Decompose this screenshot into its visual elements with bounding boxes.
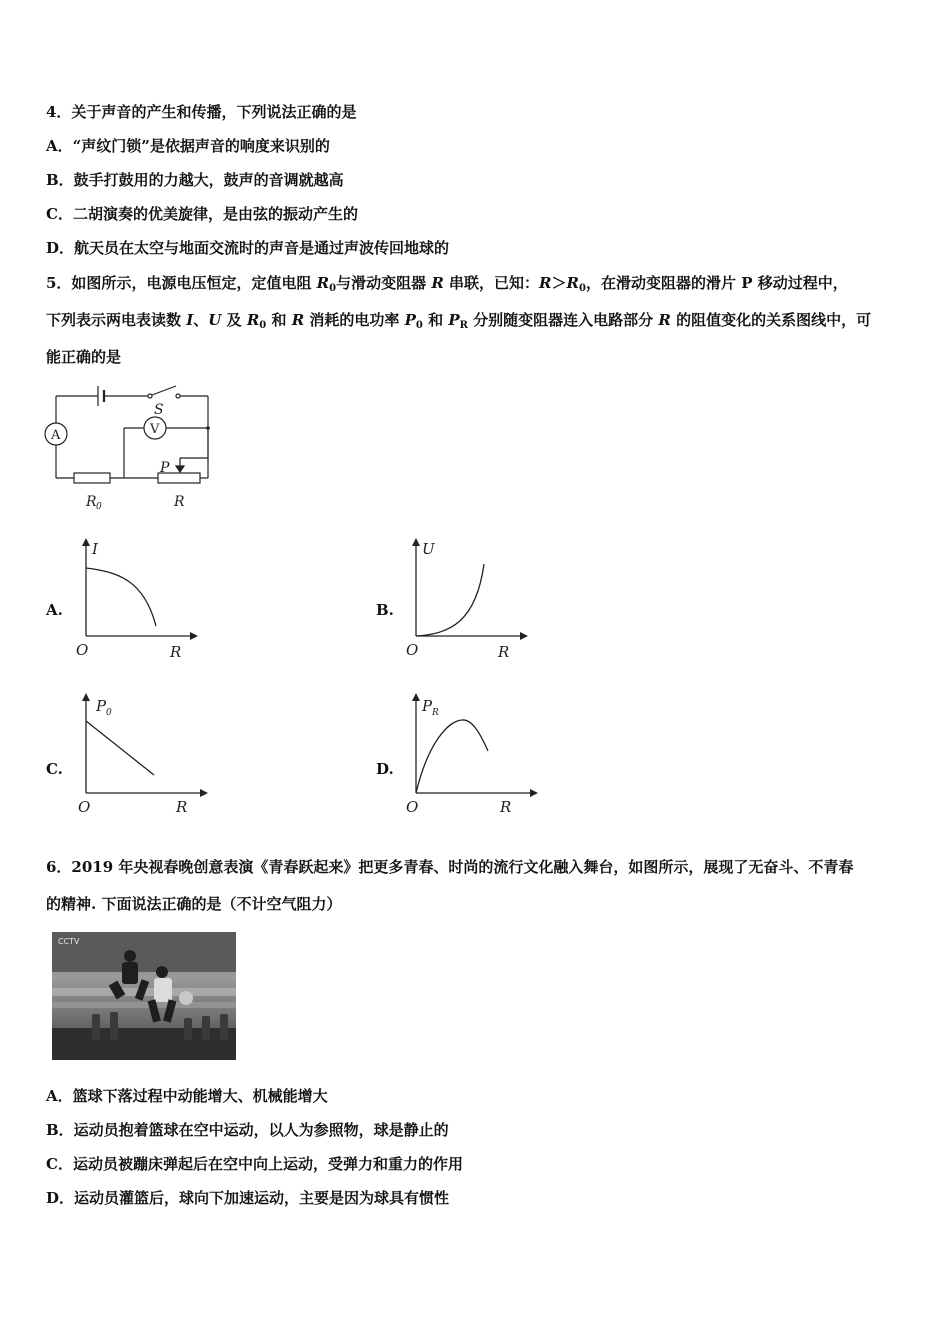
r-label: R	[174, 494, 185, 510]
circuit-diagram	[40, 378, 230, 518]
graph-c-origin: O	[78, 798, 91, 816]
q4-option-c: C．二胡演奏的优美旋律，是由弦的振动产生的	[46, 205, 358, 223]
graph-b-origin: O	[406, 641, 419, 659]
q5-option-a-label: A.	[46, 601, 63, 619]
q6-stem-line1: 6．2019 年央视春晚创意表演《青春跃起来》把更多青春、时尚的流行文化融入舞台，如图所示，展现了无奋斗、不青春	[46, 858, 854, 876]
slider-arrow	[176, 466, 184, 472]
slider-label: P	[160, 460, 170, 476]
switch-label: S	[154, 402, 164, 418]
graph-d-origin: O	[406, 798, 419, 816]
graph-c-y-label: P	[96, 697, 107, 715]
voltmeter-label: V	[150, 422, 160, 437]
q4-option-a: A．“声纹门锁”是依据声音的响度来识别的	[46, 137, 330, 155]
graph-a-origin: O	[76, 641, 89, 659]
graph-b-x-label: R	[498, 643, 510, 661]
q5-stem-line3: 能正确的是	[46, 348, 122, 366]
graph-d-y-sub: R	[432, 708, 439, 718]
q4-option-b: B．鼓手打鼓用的力越大，鼓声的音调就越高	[46, 171, 344, 189]
graph-c	[70, 693, 210, 818]
switch-blade	[152, 386, 176, 395]
graph-b	[400, 538, 530, 663]
q5-option-c-label: C.	[46, 760, 63, 778]
graph-c-y-sub: 0	[106, 708, 112, 718]
graph-c-x-label: R	[176, 798, 188, 816]
q5-option-b-label: B.	[376, 601, 394, 619]
graph-d-curve	[416, 720, 488, 793]
q5-stem-line2: 下列表示两电表读数 I、U 及 $R_0$ 和 R 消耗的电功率 $P_0$ 和 $P_R$ 分别随变阻器连入电路部分 R 的阻值变化的关系图线中，可	[46, 311, 872, 331]
q5-stem-line1: 5．如图所示，电源电压恒定，定值电阻 $R_0$与滑动变阻器 R 串联，已知：$R>R_0$，在滑动变阻器的滑片 P 移动过程中，	[46, 274, 848, 294]
graph-d-x-label: R	[500, 798, 512, 816]
q6-option-a: A．篮球下落过程中动能增大、机械能增大	[46, 1087, 328, 1105]
performance-photo	[52, 932, 236, 1060]
r0-resistor	[74, 473, 110, 483]
graph-b-curve	[416, 564, 484, 636]
q6-option-d: D．运动员灌篮后，球向下加速运动，主要是因为球具有惯性	[46, 1189, 450, 1207]
graph-d-y-label: P	[422, 697, 433, 715]
ammeter-label: A	[51, 428, 61, 443]
graph-a-curve	[86, 568, 156, 626]
q5-option-d-label: D.	[376, 760, 394, 778]
q6-stem-line2: 的精神. 下面说法正确的是（不计空气阻力）	[46, 895, 342, 913]
graph-b-y-label: U	[422, 540, 435, 558]
graph-a-y-label: I	[92, 540, 98, 558]
graph-a	[70, 538, 200, 663]
r0-sub: 0	[96, 502, 102, 512]
q4-stem: 4．关于声音的产生和传播，下列说法正确的是	[46, 103, 357, 121]
q4-option-d: D．航天员在太空与地面交流时的声音是通过声波传回地球的	[46, 239, 450, 257]
graph-a-x-label: R	[170, 643, 182, 661]
graph-c-line	[86, 721, 154, 775]
q6-option-c: C．运动员被蹦床弹起后在空中向上运动，受弹力和重力的作用	[46, 1155, 463, 1173]
q6-option-b: B．运动员抱着篮球在空中运动，以人为参照物，球是静止的	[46, 1121, 449, 1139]
graph-d	[400, 693, 540, 818]
photo-watermark: CCTV	[58, 937, 80, 946]
r0-label: R	[86, 494, 97, 510]
